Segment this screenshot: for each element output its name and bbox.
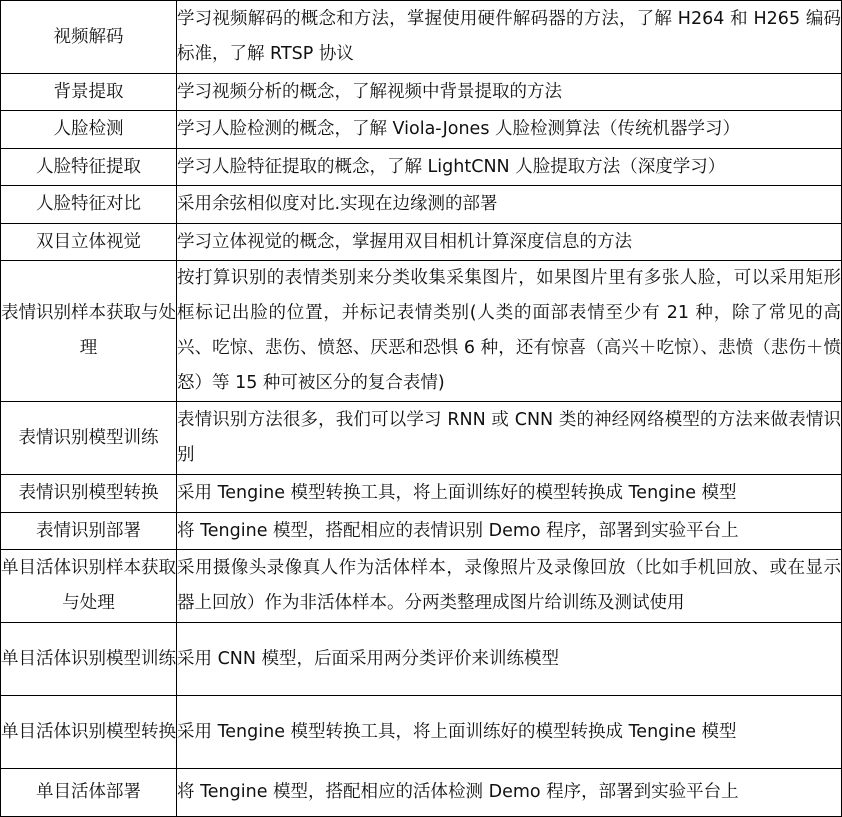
topic-cell: 人脸特征对比 [1,186,177,224]
table-row [1,74,842,111]
topic-cell: 双目立体视觉 [1,224,177,261]
topic-cell: 人脸特征提取 [1,149,177,186]
table-row [1,261,842,402]
topic-cell: 单目活体识别样本获取与处理 [1,550,177,623]
description-cell: 学习人脸特征提取的概念，了解 LightCNN 人脸提取方法（深度学习） [177,149,842,186]
table-row [1,475,842,513]
table-row [1,111,842,149]
topic-cell: 单目活体识别模型训练 [1,623,177,696]
topic-cell: 表情识别部署 [1,513,177,550]
description-cell: 将 Tengine 模型，搭配相应的活体检测 Demo 程序，部署到实验平台上 [177,769,842,817]
description-cell: 按打算识别的表情类别来分类收集采集图片，如果图片里有多张人脸，可以采用矩形框标记出脸的位置，并标记表情类别(人类的面部表情至少有 21 种，除了常见的高兴、吃惊、悲伤、愤怒、厌恶和恐惧 6 种，还有惊喜（高兴＋吃惊）、悲愤（悲伤＋愤怒）等 15 种可被区分的复合表情) [177,261,842,402]
table-row [1,513,842,550]
description-cell: 采用余弦相似度对比.实现在边缘测的部署 [177,186,842,224]
topic-cell: 人脸检测 [1,111,177,149]
table-row [1,186,842,224]
topic-cell: 视频解码 [1,1,177,74]
description-cell: 表情识别方法很多，我们可以学习 RNN 或 CNN 类的神经网络模型的方法来做表情识别 [177,402,842,475]
description-cell: 采用 Tengine 模型转换工具，将上面训练好的模型转换成 Tengine 模型 [177,696,842,769]
description-cell: 采用 Tengine 模型转换工具，将上面训练好的模型转换成 Tengine 模型 [177,475,842,513]
table-row [1,1,842,74]
description-cell: 采用 CNN 模型，后面采用两分类评价来训练模型 [177,623,842,696]
description-cell: 学习立体视觉的概念，掌握用双目相机计算深度信息的方法 [177,224,842,261]
description-cell: 学习视频分析的概念，了解视频中背景提取的方法 [177,74,842,111]
topic-cell: 表情识别模型转换 [1,475,177,513]
table-row [1,769,842,817]
topic-cell: 单目活体部署 [1,769,177,817]
topic-cell: 单目活体识别模型转换 [1,696,177,769]
description-cell: 学习人脸检测的概念，了解 Viola-Jones 人脸检测算法（传统机器学习） [177,111,842,149]
table-row [1,696,842,769]
table-row [1,402,842,475]
description-cell: 采用摄像头录像真人作为活体样本，录像照片及录像回放（比如手机回放、或在显示器上回放）作为非活体样本。分两类整理成图片给训练及测试使用 [177,550,842,623]
table-row [1,149,842,186]
topic-cell: 表情识别模型训练 [1,402,177,475]
topic-cell: 表情识别样本获取与处理 [1,261,177,402]
description-cell: 学习视频解码的概念和方法，掌握使用硬件解码器的方法，了解 H264 和 H265 编码标准，了解 RTSP 协议 [177,1,842,74]
table-row [1,550,842,623]
topic-cell: 背景提取 [1,74,177,111]
table-row [1,623,842,696]
table-row [1,224,842,261]
description-cell: 将 Tengine 模型，搭配相应的表情识别 Demo 程序，部署到实验平台上 [177,513,842,550]
